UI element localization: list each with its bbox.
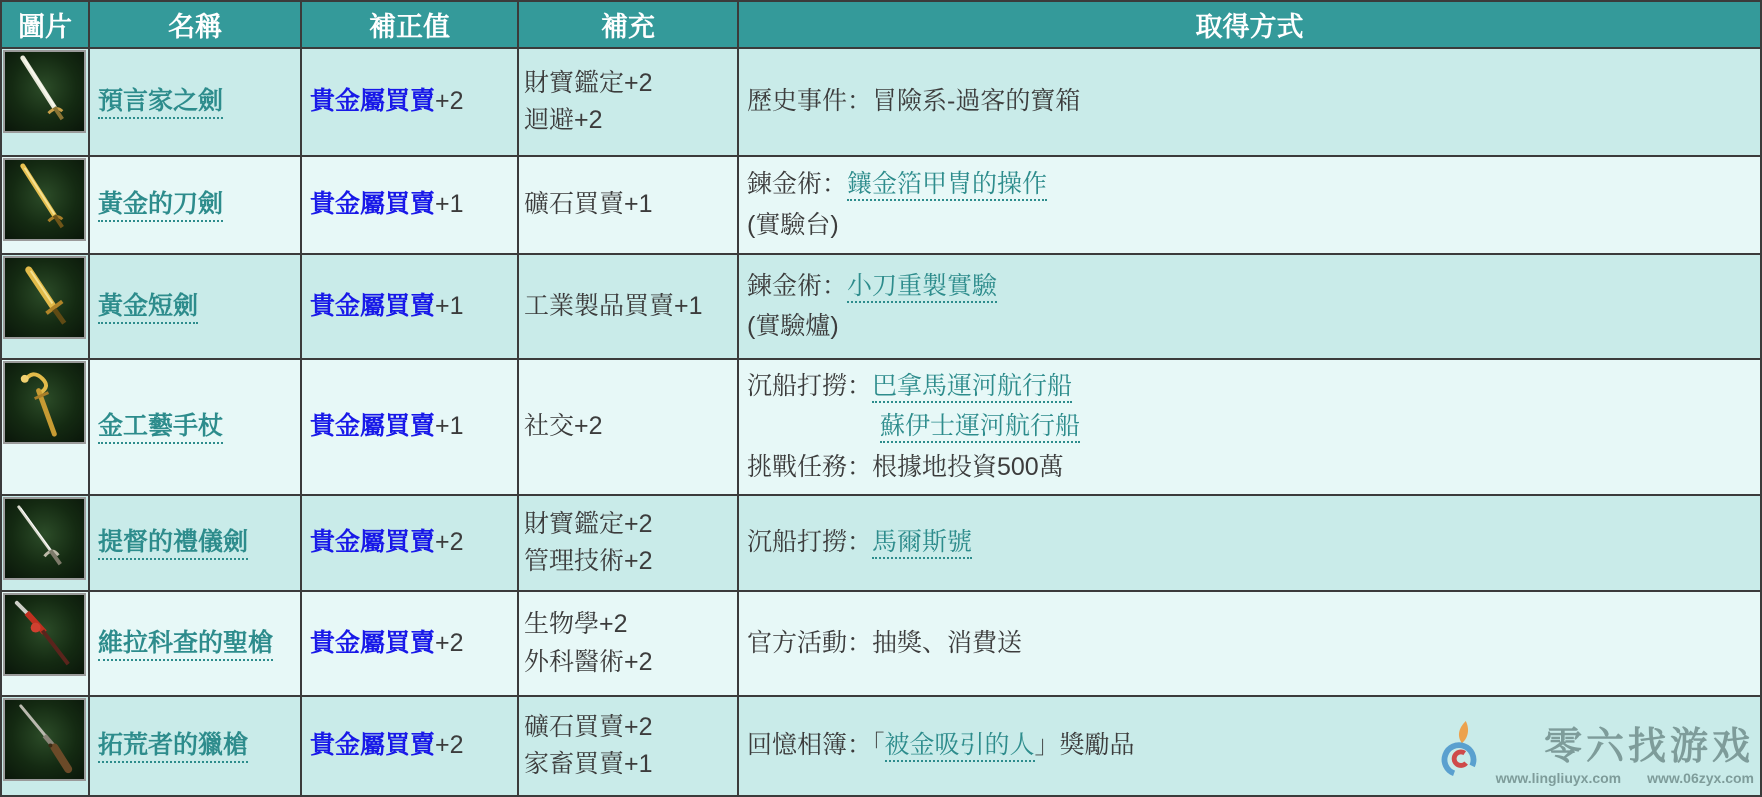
bonus-skill-link[interactable]: 貴金屬買賣 xyxy=(310,291,436,320)
table-row xyxy=(1,495,1761,591)
bonus-value: +1 xyxy=(435,190,464,219)
gold-shortsword-icon xyxy=(3,256,86,339)
acquisition-link[interactable]: 蘇伊士運河航行船 xyxy=(880,412,1080,443)
supplement-text: 礦石買賣+2 xyxy=(524,712,653,741)
item-image-cell xyxy=(1,48,89,156)
acquisition-link[interactable]: 被金吸引的人 xyxy=(885,731,1035,762)
bonus-skill-link[interactable]: 貴金屬買賣 xyxy=(310,628,436,657)
item-image-cell xyxy=(1,359,89,495)
acquisition-link[interactable]: 小刀重製實驗 xyxy=(847,272,997,303)
watermark-url: www.06zyx.com xyxy=(1647,770,1754,786)
site-logo-icon xyxy=(1430,719,1488,786)
bonus-value: +2 xyxy=(435,628,464,657)
gold-sword-icon xyxy=(3,158,86,241)
supplement-text: 家畜買賣+1 xyxy=(524,750,653,778)
silver-rapier-icon xyxy=(3,497,86,580)
acquisition-text: 官方活動：抽獎、消費送 xyxy=(747,628,1023,657)
acquisition-text: 挑戰任務：根據地投資500萬 xyxy=(747,452,1064,481)
bonus-value: +2 xyxy=(435,87,464,116)
item-name-link[interactable]: 金工藝手杖 xyxy=(98,412,223,444)
acquisition-text: 沉船打撈： xyxy=(747,528,873,557)
watermark-site-name: 零六找游戏 xyxy=(1543,726,1754,769)
table-row xyxy=(1,48,1761,156)
supplement-text: 財寶鑑定+2 xyxy=(524,509,653,538)
supplement-text: 財寶鑑定+2 xyxy=(524,68,653,97)
item-name-link[interactable]: 提督的禮儀劍 xyxy=(98,528,248,560)
acquisition-text: 歷史事件：冒險系-過客的寶箱 xyxy=(747,87,1081,116)
item-image-cell xyxy=(1,495,89,591)
acquisition-text: 鍊金術： xyxy=(747,170,848,198)
supplement-text: 外科醫術+2 xyxy=(524,647,653,676)
bonus-value: +1 xyxy=(435,291,464,320)
col-header-supplement: 補充 xyxy=(518,1,738,48)
acquisition-link[interactable]: 巴拿馬運河航行船 xyxy=(872,372,1072,403)
bonus-value: +2 xyxy=(435,731,464,760)
bonus-value: +2 xyxy=(435,528,464,557)
acquisition-text: (實驗爐) xyxy=(747,312,839,340)
acquisition-text: 鍊金術： xyxy=(747,271,848,300)
supplement-text: 工業製品買賣+1 xyxy=(524,291,703,320)
hunting-rifle-icon xyxy=(3,698,86,781)
bonus-skill-link[interactable]: 貴金屬買賣 xyxy=(310,731,436,760)
col-header-name: 名稱 xyxy=(89,1,301,48)
col-header-bonus: 補正值 xyxy=(301,1,518,48)
red-spear-icon xyxy=(3,593,86,676)
acquisition-link[interactable]: 馬爾斯號 xyxy=(872,528,972,559)
item-image-cell xyxy=(1,591,89,696)
col-header-image: 圖片 xyxy=(1,1,89,48)
col-header-acquisition: 取得方式 xyxy=(738,1,1761,48)
watermark-url: www.lingliuyx.com xyxy=(1495,770,1622,786)
acquisition-link[interactable]: 鑲金箔甲冑的操作 xyxy=(847,170,1047,201)
table-header-row xyxy=(1,1,1761,48)
item-name-link[interactable]: 黃金的刀劍 xyxy=(98,190,223,222)
gold-staff-icon xyxy=(3,361,86,444)
table-row xyxy=(1,254,1761,359)
supplement-text: 管理技術+2 xyxy=(524,547,653,575)
supplement-text: 社交+2 xyxy=(524,412,603,441)
item-image-cell xyxy=(1,156,89,254)
acquisition-text: 沉船打撈： xyxy=(747,371,873,400)
item-image-cell xyxy=(1,696,89,796)
item-name-link[interactable]: 黃金短劍 xyxy=(98,292,198,324)
table-row xyxy=(1,591,1761,696)
bonus-skill-link[interactable]: 貴金屬買賣 xyxy=(310,190,436,219)
table-row xyxy=(1,359,1761,495)
supplement-text: 迴避+2 xyxy=(524,106,603,134)
item-name-link[interactable]: 拓荒者的獵槍 xyxy=(98,731,248,763)
bonus-value: +1 xyxy=(435,412,464,441)
table-row xyxy=(1,156,1761,254)
bonus-skill-link[interactable]: 貴金屬買賣 xyxy=(310,87,436,116)
site-watermark xyxy=(1430,719,1754,786)
silver-sword-icon xyxy=(3,50,86,133)
supplement-text: 生物學+2 xyxy=(524,610,628,638)
acquisition-text: 回憶相簿：「 xyxy=(747,731,885,760)
acquisition-text: 」獎勵品 xyxy=(1034,731,1135,760)
supplement-text: 礦石買賣+1 xyxy=(524,190,653,219)
item-name-link[interactable]: 維拉科查的聖槍 xyxy=(98,629,273,661)
bonus-skill-link[interactable]: 貴金屬買賣 xyxy=(310,528,436,557)
item-image-cell xyxy=(1,254,89,359)
bonus-skill-link[interactable]: 貴金屬買賣 xyxy=(310,412,436,441)
item-name-link[interactable]: 預言家之劍 xyxy=(98,87,223,119)
acquisition-text: (實驗台) xyxy=(747,210,839,239)
